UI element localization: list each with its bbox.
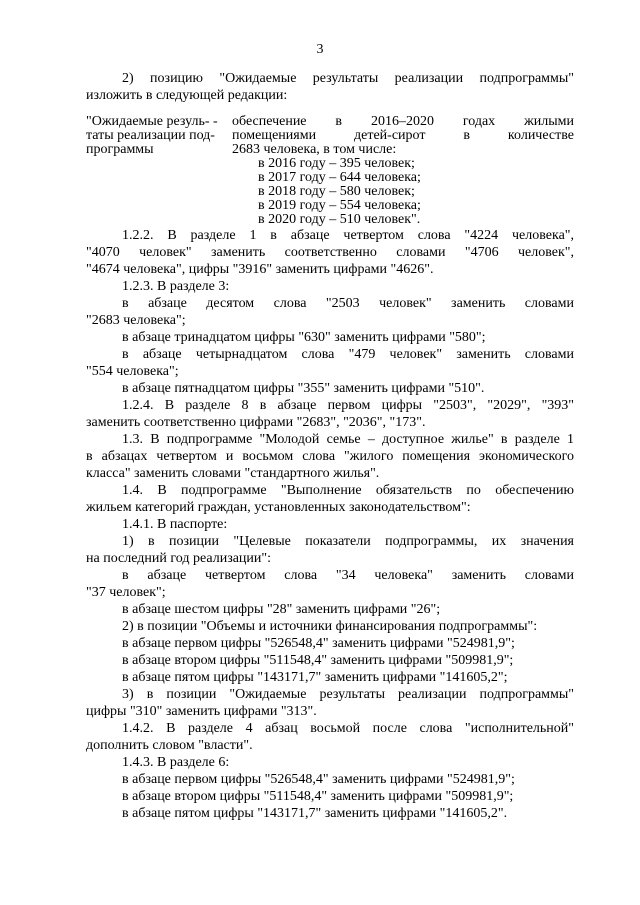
table-year-line: в 2019 году – 554 человека; bbox=[258, 198, 421, 213]
text-line: 1.4. В подпрограмме "Выполнение обязательств по обеспечению bbox=[122, 483, 574, 498]
text-line: заменить соответственно цифрами "2683", "2036", "173". bbox=[86, 415, 426, 430]
text-line: в абзаце пятом цифры "143171,7" заменить цифрами "141605,2"; bbox=[122, 670, 508, 685]
text-line: 1.2.2. В разделе 1 в абзаце четвертом слова "4224 человека", bbox=[122, 228, 574, 243]
text-line: на последний год реализации": bbox=[86, 551, 272, 566]
table-left-line: таты реализации под- bbox=[86, 128, 215, 143]
table-right-line: помещениями детей-сирот в количестве bbox=[232, 128, 574, 143]
text-line: 2) позицию "Ожидаемые результаты реализации подпрограммы" bbox=[122, 71, 574, 86]
text-line: "4674 человека", цифры "3916" заменить цифрами "4626". bbox=[86, 262, 434, 277]
table-left-line: программы bbox=[86, 142, 154, 157]
text-line: в абзацах четвертом и восьмом слова "жилого помещения экономического bbox=[86, 449, 574, 464]
text-line: 1.3. В подпрограмме "Молодой семье – доступное жилье" в разделе 1 bbox=[122, 432, 574, 447]
text-line: в абзаце четырнадцатом слова "479 человек" заменить словами bbox=[122, 347, 574, 362]
text-line: 1.4.3. В разделе 6: bbox=[122, 755, 230, 770]
text-line: 3) в позиции "Ожидаемые результаты реализации подпрограммы" bbox=[122, 687, 574, 702]
table-year-line: в 2020 году – 510 человек". bbox=[258, 212, 421, 227]
text-line: изложить в следующей редакции: bbox=[86, 88, 288, 103]
text-line: "4070 человек" заменить соответственно словами "4706 человек", bbox=[86, 245, 574, 260]
table-right-line: обеспечение в 2016–2020 годах жилыми bbox=[232, 114, 574, 129]
text-line: в абзаце десятом слова "2503 человек" заменить словами bbox=[122, 296, 574, 311]
table-left-line: "Ожидаемые резуль- - bbox=[86, 114, 218, 129]
text-line: в абзаце втором цифры "511548,4" заменить цифрами "509981,9"; bbox=[122, 653, 514, 668]
text-line: 1.4.2. В разделе 4 абзац восьмой после слова "исполнительной" bbox=[122, 721, 574, 736]
text-line: "2683 человека"; bbox=[86, 313, 186, 328]
intro-block bbox=[86, 71, 574, 111]
text-line: в абзаце четвертом слова "34 человека" заменить словами bbox=[122, 568, 574, 583]
text-line: "554 человека"; bbox=[86, 364, 179, 379]
table-year-line: в 2016 году – 395 человек; bbox=[258, 156, 415, 171]
text-line: 2) в позиции "Объемы и источники финансирования подпрограммы": bbox=[122, 619, 538, 634]
table-year-line: в 2018 году – 580 человек; bbox=[258, 184, 415, 199]
text-line: в абзаце втором цифры "511548,4" заменить цифрами "509981,9"; bbox=[122, 789, 514, 804]
body-text bbox=[86, 228, 574, 848]
text-line: "37 человек"; bbox=[86, 585, 166, 600]
text-line: дополнить словом "власти". bbox=[86, 738, 253, 753]
text-line: в абзаце шестом цифры "28" заменить цифрами "26"; bbox=[122, 602, 441, 617]
text-line: в абзаце тринадцатом цифры "630" заменить цифрами "580"; bbox=[122, 330, 486, 345]
text-line: в абзаце первом цифры "526548,4" заменить цифрами "524981,9"; bbox=[122, 636, 515, 651]
text-line: 1.2.4. В разделе 8 в абзаце первом цифры "2503", "2029", "393" bbox=[122, 398, 574, 413]
text-line: цифры "310" заменить цифрами "313". bbox=[86, 704, 317, 719]
text-line: жильем категорий граждан, установленных законодательством": bbox=[86, 500, 471, 515]
table-right-line: 2683 человека, в том числе: bbox=[232, 142, 397, 157]
text-line: класса" заменить словами "стандартного жилья". bbox=[86, 466, 380, 481]
text-line: 1) в позиции "Целевые показатели подпрограммы, их значения bbox=[122, 534, 574, 549]
text-line: 1.4.1. В паспорте: bbox=[122, 517, 228, 532]
text-line: в абзаце пятом цифры "143171,7" заменить цифрами "141605,2". bbox=[122, 806, 508, 821]
text-line: в абзаце пятнадцатом цифры "355" заменить цифрами "510". bbox=[122, 381, 485, 396]
text-line: в абзаце первом цифры "526548,4" заменить цифрами "524981,9"; bbox=[122, 772, 515, 787]
page-number: 3 bbox=[316, 42, 324, 57]
text-line: 1.2.3. В разделе 3: bbox=[122, 279, 230, 294]
table-year-line: в 2017 году – 644 человека; bbox=[258, 170, 421, 185]
